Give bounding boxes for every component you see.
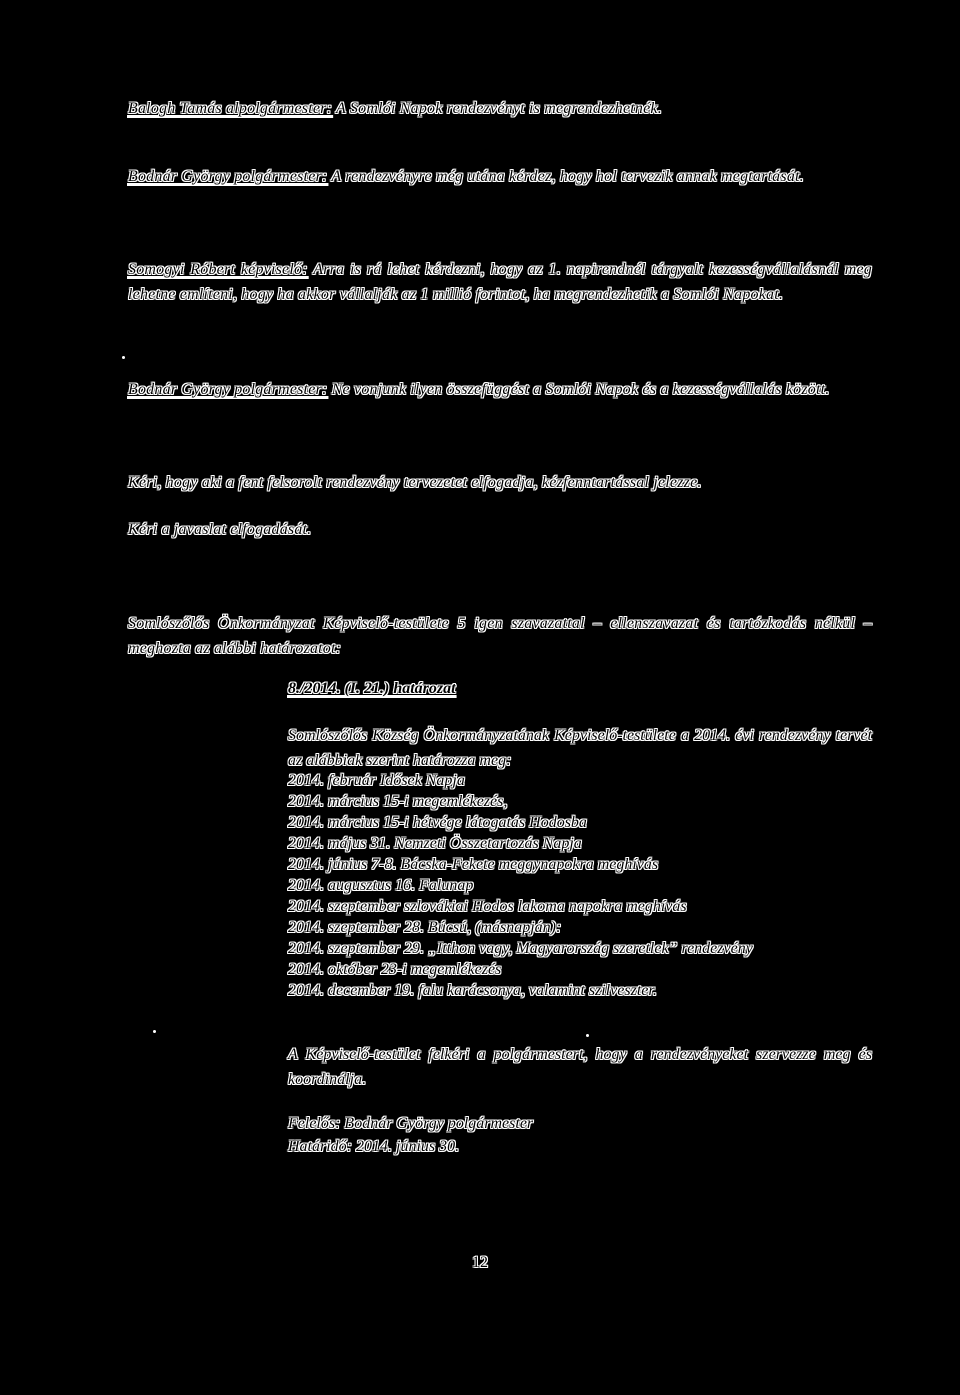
event-list xyxy=(288,770,872,1001)
event-item: 2014. október 23-i megemlékezés xyxy=(288,961,502,978)
paragraph-mayor-1 xyxy=(128,164,872,189)
paragraph-vote-result xyxy=(128,611,872,661)
event-item: 2014. május 31. Nemzeti Összetartozás Napja xyxy=(288,835,582,852)
scan-speck xyxy=(153,1030,156,1033)
paragraph-mayor-2 xyxy=(128,377,872,402)
deadline-label: Határidő: xyxy=(288,1138,352,1155)
deadline-value: 2014. június 30. xyxy=(356,1138,460,1155)
responsible-line xyxy=(288,1112,872,1135)
event-item: 2014. szeptember 28. Búcsú, (másnapján): xyxy=(288,919,562,936)
resolution-intro: Somlószőlős Község Önkormányzatának Képviselő-testülete a 2014. évi rendezvény tervét az alábbiak szerint határozza meg: xyxy=(288,727,872,769)
event-item: 2014. augusztus 16. Falunap xyxy=(288,877,474,894)
responsible-label: Felelős: xyxy=(288,1115,341,1132)
paragraph-deputy-mayor xyxy=(128,96,872,121)
responsible-value: Bodnár György polgármester xyxy=(344,1115,534,1132)
paragraph-representative xyxy=(128,257,872,307)
speaker-name: Bodnár György polgármester: xyxy=(128,381,328,398)
event-item: 2014. szeptember 29. „Itthon vagy, Magyarország szeretlek” rendezvény xyxy=(288,940,753,957)
speaker-name: Somogyi Róbert képviselő: xyxy=(128,261,308,278)
speaker-name: Bodnár György polgármester: xyxy=(128,168,328,185)
request-text: A Képviselő-testület felkéri a polgármestert, hogy a rendezvényeket szervezze meg és koordinálja. xyxy=(288,1046,872,1088)
scan-speck xyxy=(586,1034,589,1037)
paragraph-text: A Somlói Napok rendezvényt is megrendezhetnék. xyxy=(332,100,662,117)
paragraph-approval-request xyxy=(128,517,872,542)
resolution-title: 8./2014. (I. 21.) határozat xyxy=(288,680,456,697)
page-number: 12 xyxy=(472,1254,488,1271)
paragraph-text: Arra is rá lehet kérdezni, hogy az 1. napirendnél tárgyalt kezességvállalásnál meg lehetne említeni, hogy ha akkor vállalják az 1 millió forintot, ha megrendezhetik a Somlói Napokat. xyxy=(128,261,872,303)
deadline-line xyxy=(288,1135,872,1158)
event-item: 2014. február Idősek Napja xyxy=(288,772,465,789)
event-item: 2014. szeptember szlovákiai Hodos lakoma napokra meghívás xyxy=(288,898,687,915)
paragraph-text: Ne vonjunk ilyen összefüggést a Somlói Napok és a kezességvállalás között. xyxy=(327,381,830,398)
resolution-responsibility xyxy=(288,1112,872,1158)
scan-speck xyxy=(122,356,125,359)
resolution-body xyxy=(288,723,872,1001)
paragraph-text: Kéri a javaslat elfogadását. xyxy=(128,521,312,538)
resolution-request xyxy=(288,1042,872,1092)
paragraph-vote-request xyxy=(128,470,872,495)
event-item: 2014. március 15-i hétvége látogatás Hodosba xyxy=(288,814,587,831)
event-item: 2014. március 15-i megemlékezés, xyxy=(288,793,508,810)
event-item: 2014. december 19. falu karácsonya, valamint szilveszter. xyxy=(288,982,657,999)
paragraph-text: Kéri, hogy aki a fent felsorolt rendezvény tervezetet elfogadja, kézfenntartással jelezze. xyxy=(128,474,702,491)
event-item: 2014. június 7-8. Bácska-Fekete meggynapokra meghívás xyxy=(288,856,659,873)
speaker-name: Balogh Tamás alpolgármester: xyxy=(128,100,333,117)
paragraph-text: Somlószőlős Önkormányzat Képviselő-testülete 5 igen szavazattal – ellenszavazat és tartózkodás nélkül – meghozta az alábbi határozatot: xyxy=(128,615,872,657)
paragraph-text: A rendezvényre még utána kérdez, hogy hol tervezik annak megtartását. xyxy=(327,168,804,185)
